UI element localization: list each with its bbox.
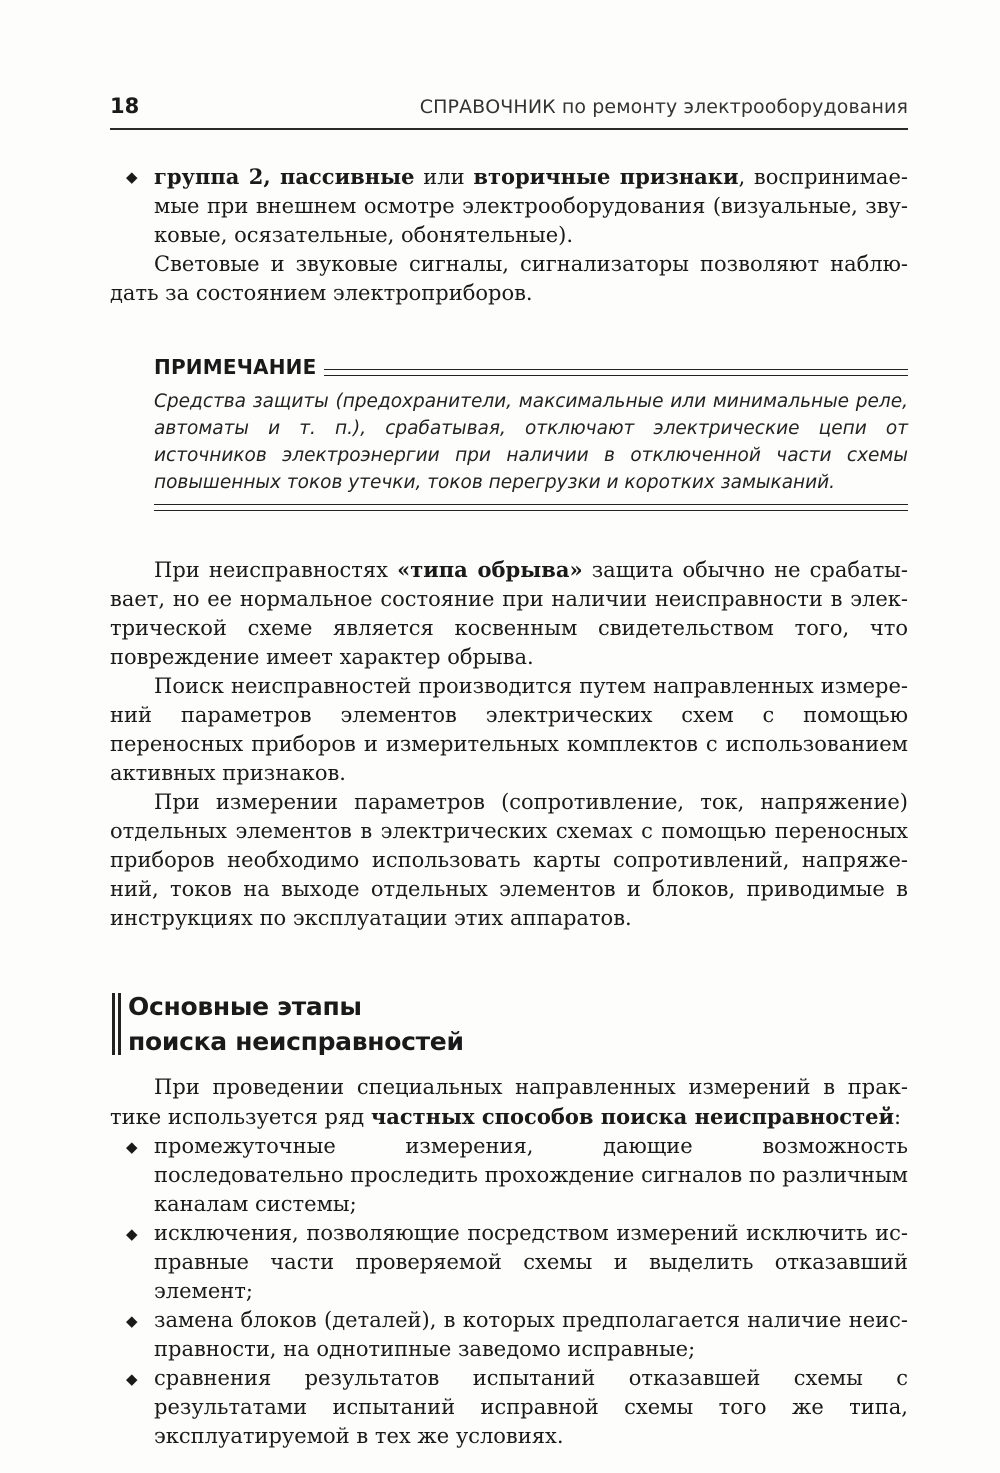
diamond-bullet-icon: ◆ <box>126 1138 138 1156</box>
body-text: , воспринимаемые при внешнем осмотре электрооборудования (визуальные, звуковые, осязательные, обонятельные). <box>154 165 908 247</box>
bold-term: вторичные признаки <box>473 164 739 189</box>
list-item <box>110 162 908 250</box>
bold-term: частных способов поиска неисправностей <box>370 1104 895 1129</box>
note-top-rule <box>324 369 908 376</box>
paragraph: При измерении параметров (сопротивление, ток, напряжение) отдельных элементов в электрических схемах с помощью переносных приборов необходимо использовать карты сопротивлений, напряжений, токов на выходе отдельных элементов и блоков, приводимые в инструкциях по эксплуатации этих аппаратов. <box>110 790 908 930</box>
diamond-bullet-icon: ◆ <box>126 1225 138 1243</box>
heading-line: Основные этапы <box>128 992 362 1021</box>
note-header <box>154 350 908 380</box>
bold-term: «типа обрыва» <box>397 557 583 582</box>
body-text: или <box>414 165 474 189</box>
heading-bar-icon <box>112 993 121 1055</box>
list-item <box>110 1364 908 1451</box>
paragraph <box>110 1073 908 1132</box>
list-item-text: сравнения результатов испытаний отказавшей схемы с результатами испытаний исправной схемы того же типа, эксплуатируемой в тех же условиях. <box>154 1366 908 1448</box>
body-text: : <box>894 1105 902 1129</box>
note-title: ПРИМЕЧАНИЕ <box>154 355 317 379</box>
book-title: СПРАВОЧНИК по ремонту электрооборудования <box>419 96 908 118</box>
list-item <box>110 1132 908 1219</box>
page-number: 18 <box>110 94 140 118</box>
note-bottom-rule <box>154 504 908 511</box>
list-item <box>110 1219 908 1306</box>
bold-term: группа 2, пассивные <box>154 164 415 189</box>
note-box <box>154 350 908 511</box>
body-text: При проведении специальных направленных измерений в практике используется ряд <box>110 1075 908 1129</box>
body-text: защита обычно не срабатывает, но ее нормальное состояние при наличии неисправности в электрической схеме является косвенным свидетельством того, что повреждение имеет характер обрыва. <box>110 558 909 669</box>
diamond-bullet-icon: ◆ <box>126 168 138 186</box>
list-item-text: замена блоков (деталей), в которых предполагается наличие неисправности, на однотипные заведомо исправные; <box>154 1308 908 1361</box>
diamond-bullet-icon: ◆ <box>126 1312 138 1330</box>
note-body: Средства защиты (предохранители, максимальные или минимальные реле, автоматы и т. п.), срабатывая, отключают электрические цепи от источников электроэнергии при наличии в отключенной части схемы повышенных токов утечки, токов перегрузки и коротких замыканий. <box>154 391 908 493</box>
paragraph <box>110 555 908 672</box>
paragraph: Световые и звуковые сигналы, сигнализаторы позволяют наблюдать за состоянием электроприборов. <box>110 252 908 305</box>
page-content <box>110 162 908 1451</box>
diamond-bullet-icon: ◆ <box>126 1370 138 1388</box>
methods-list <box>110 1132 908 1451</box>
section-heading <box>112 989 908 1059</box>
running-header <box>110 92 908 130</box>
heading-line: поиска неисправностей <box>128 1027 464 1056</box>
intro-bullet-list <box>110 162 908 250</box>
list-item-text: промежуточные измерения, дающие возможность последовательно проследить прохождение сигналов по различным каналам системы; <box>154 1134 908 1216</box>
list-item-text: исключения, позволяющие посредством измерений исключить исправные части проверяемой схемы и выделить отказавший элемент; <box>154 1221 908 1303</box>
list-item <box>110 1306 908 1364</box>
spacer <box>110 511 908 555</box>
paragraph: Поиск неисправностей производится путем направленных измерений параметров элементов электрических схем с помощью переносных приборов и измерительных комплектов с использованием активных признаков. <box>110 674 908 785</box>
body-text: При неисправностях <box>154 558 398 582</box>
spacer <box>110 933 908 989</box>
